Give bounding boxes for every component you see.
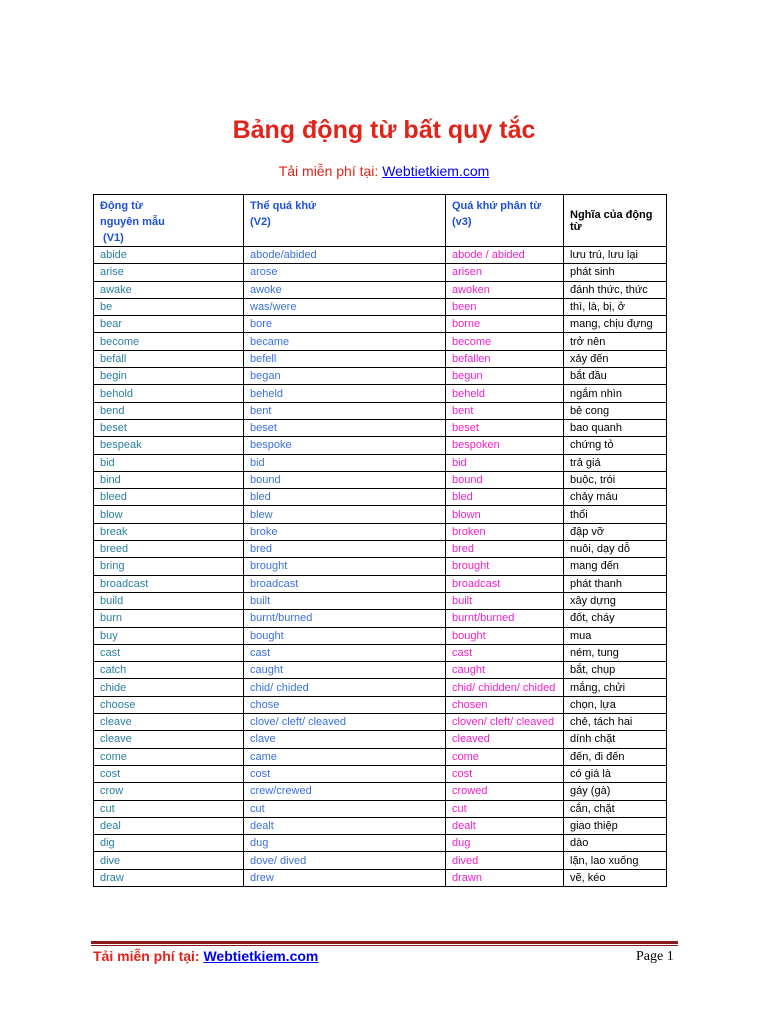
cell-v3: broken	[446, 523, 564, 540]
cell-v3: bled	[446, 489, 564, 506]
table-row	[94, 350, 667, 367]
table-row	[94, 731, 667, 748]
cell-v3: dug	[446, 835, 564, 852]
table-row	[94, 489, 667, 506]
cell-v2: caught	[244, 662, 446, 679]
table-row	[94, 610, 667, 627]
cell-meaning: thì, là, bị, ở	[564, 298, 667, 315]
cell-meaning: bẻ cong	[564, 402, 667, 419]
table-row	[94, 402, 667, 419]
cell-v3: begun	[446, 368, 564, 385]
table-row	[94, 333, 667, 350]
cell-v2: came	[244, 748, 446, 765]
cell-v1: cost	[94, 765, 244, 782]
cell-v1: choose	[94, 696, 244, 713]
cell-v1: behold	[94, 385, 244, 402]
header-v2-line: Thể quá khứ	[250, 200, 317, 212]
cell-v3: chid/ chidden/ chided	[446, 679, 564, 696]
footer-rule-thin	[91, 945, 678, 946]
table-row	[94, 852, 667, 869]
cell-v3: crowed	[446, 783, 564, 800]
header-v1	[94, 195, 244, 247]
cell-meaning: xây dựng	[564, 592, 667, 609]
table-row	[94, 541, 667, 558]
cell-v3: cast	[446, 644, 564, 661]
cell-v1: break	[94, 523, 244, 540]
cell-meaning: xảy đến	[564, 350, 667, 367]
table-row	[94, 523, 667, 540]
header-row	[94, 195, 667, 247]
cell-v2: cut	[244, 800, 446, 817]
table-row	[94, 454, 667, 471]
cell-v2: burnt/burned	[244, 610, 446, 627]
cell-v1: broadcast	[94, 575, 244, 592]
cell-v1: bring	[94, 558, 244, 575]
table-row	[94, 644, 667, 661]
cell-v2: crew/crewed	[244, 783, 446, 800]
cell-v2: abode/abided	[244, 247, 446, 264]
table-row	[94, 835, 667, 852]
cell-v1: arise	[94, 264, 244, 281]
cell-meaning: vẽ, kéo	[564, 869, 667, 886]
cell-meaning: phát thanh	[564, 575, 667, 592]
table-row	[94, 506, 667, 523]
table-row	[94, 281, 667, 298]
cell-v3: built	[446, 592, 564, 609]
cell-meaning: dính chặt	[564, 731, 667, 748]
cell-v2: befell	[244, 350, 446, 367]
cell-v1: bend	[94, 402, 244, 419]
cell-v2: cast	[244, 644, 446, 661]
cell-v1: come	[94, 748, 244, 765]
table-row	[94, 471, 667, 488]
header-v1-line: Động từ	[100, 200, 143, 212]
cell-meaning: mắng, chửi	[564, 679, 667, 696]
table-row	[94, 385, 667, 402]
cell-v2: beset	[244, 419, 446, 436]
subtitle-prefix: Tải miễn phí tại:	[278, 163, 383, 179]
cell-meaning: trả giá	[564, 454, 667, 471]
cell-meaning: ném, tung	[564, 644, 667, 661]
cell-meaning: cắn, chặt	[564, 800, 667, 817]
cell-v3: caught	[446, 662, 564, 679]
cell-v1: breed	[94, 541, 244, 558]
cell-v2: broke	[244, 523, 446, 540]
cell-meaning: đánh thức, thức	[564, 281, 667, 298]
cell-meaning: chứng tỏ	[564, 437, 667, 454]
cell-v2: was/were	[244, 298, 446, 315]
cell-meaning: đốt, cháy	[564, 610, 667, 627]
cell-v1: bleed	[94, 489, 244, 506]
cell-v2: built	[244, 592, 446, 609]
cell-v3: awoken	[446, 281, 564, 298]
cell-v2: beheld	[244, 385, 446, 402]
footer-rule	[91, 941, 678, 944]
header-v1-line: nguyên mẫu	[100, 216, 165, 228]
header-v2-line: (V2)	[250, 216, 271, 228]
cell-meaning: buộc, trói	[564, 471, 667, 488]
cell-v3: become	[446, 333, 564, 350]
cell-v3: cleaved	[446, 731, 564, 748]
cell-v3: burnt/burned	[446, 610, 564, 627]
cell-v1: bear	[94, 316, 244, 333]
cell-v2: began	[244, 368, 446, 385]
cell-v3: bred	[446, 541, 564, 558]
table-row	[94, 264, 667, 281]
table-row	[94, 679, 667, 696]
table-row	[94, 800, 667, 817]
table-row	[94, 765, 667, 782]
cell-v2: bought	[244, 627, 446, 644]
cell-v1: burn	[94, 610, 244, 627]
cell-v1: cast	[94, 644, 244, 661]
cell-v2: cost	[244, 765, 446, 782]
cell-v2: clove/ cleft/ cleaved	[244, 714, 446, 731]
cell-v3: brought	[446, 558, 564, 575]
cell-v1: catch	[94, 662, 244, 679]
verb-table	[93, 194, 667, 887]
cell-v3: cut	[446, 800, 564, 817]
cell-v1: dig	[94, 835, 244, 852]
footer-text	[93, 948, 318, 964]
cell-v2: bid	[244, 454, 446, 471]
cell-v2: drew	[244, 869, 446, 886]
table-row	[94, 558, 667, 575]
subtitle	[0, 163, 768, 179]
cell-v1: beset	[94, 419, 244, 436]
cell-v1: draw	[94, 869, 244, 886]
cell-meaning: nuôi, dạy dỗ	[564, 541, 667, 558]
cell-v2: broadcast	[244, 575, 446, 592]
table-row	[94, 662, 667, 679]
cell-v3: bent	[446, 402, 564, 419]
cell-v2: clave	[244, 731, 446, 748]
cell-meaning: trở nên	[564, 333, 667, 350]
cell-meaning: mua	[564, 627, 667, 644]
table-row	[94, 368, 667, 385]
cell-v3: bought	[446, 627, 564, 644]
cell-v3: bound	[446, 471, 564, 488]
header-v3-line: Quá khứ phân từ	[452, 200, 542, 212]
cell-meaning: có giá là	[564, 765, 667, 782]
cell-meaning: chọn, lựa	[564, 696, 667, 713]
cell-v2: bled	[244, 489, 446, 506]
cell-v3: befallen	[446, 350, 564, 367]
cell-meaning: đập vỡ	[564, 523, 667, 540]
page-number: Page 1	[636, 949, 674, 964]
cell-v1: become	[94, 333, 244, 350]
verb-rows	[94, 247, 667, 887]
cell-v3: blown	[446, 506, 564, 523]
cell-v2: bore	[244, 316, 446, 333]
cell-meaning: ngắm nhìn	[564, 385, 667, 402]
cell-v1: buy	[94, 627, 244, 644]
cell-meaning: bắt, chụp	[564, 662, 667, 679]
cell-v3: beset	[446, 419, 564, 436]
footer-prefix: Tải miễn phí tại:	[93, 948, 204, 964]
cell-v3: beheld	[446, 385, 564, 402]
cell-v1: build	[94, 592, 244, 609]
table-row	[94, 247, 667, 264]
cell-v1: dive	[94, 852, 244, 869]
cell-v1: be	[94, 298, 244, 315]
cell-meaning: bao quanh	[564, 419, 667, 436]
header-v1-line: (V1)	[100, 232, 124, 244]
cell-v2: dealt	[244, 817, 446, 834]
header-meaning-line: từ	[570, 220, 582, 233]
cell-meaning: lưu trú, lưu lại	[564, 247, 667, 264]
cell-v3: been	[446, 298, 564, 315]
cell-meaning: dào	[564, 835, 667, 852]
table-row	[94, 627, 667, 644]
cell-meaning: thổi	[564, 506, 667, 523]
cell-v1: bespeak	[94, 437, 244, 454]
table-row	[94, 696, 667, 713]
cell-meaning: gáy (gà)	[564, 783, 667, 800]
cell-v3: bid	[446, 454, 564, 471]
cell-meaning: mang, chịu đựng	[564, 316, 667, 333]
cell-v2: became	[244, 333, 446, 350]
table-row	[94, 575, 667, 592]
cell-v1: cleave	[94, 714, 244, 731]
table-row	[94, 419, 667, 436]
table-row	[94, 316, 667, 333]
cell-v3: borne	[446, 316, 564, 333]
footer-link[interactable]: Webtietkiem.com	[203, 948, 319, 964]
cell-meaning: phát sinh	[564, 264, 667, 281]
cell-v1: awake	[94, 281, 244, 298]
cell-meaning: chảy máu	[564, 489, 667, 506]
cell-v2: bound	[244, 471, 446, 488]
cell-v2: bespoke	[244, 437, 446, 454]
cell-v2: dug	[244, 835, 446, 852]
table-row	[94, 817, 667, 834]
table-row	[94, 592, 667, 609]
header-v3	[446, 195, 564, 247]
cell-v2: awoke	[244, 281, 446, 298]
cell-v3: dived	[446, 852, 564, 869]
page-title: Bảng động từ bất quy tắc	[232, 116, 536, 144]
table-row	[94, 869, 667, 886]
cell-meaning: bắt đầu	[564, 368, 667, 385]
cell-v1: cleave	[94, 731, 244, 748]
cell-v1: deal	[94, 817, 244, 834]
table-row	[94, 298, 667, 315]
cell-meaning: mang đến	[564, 558, 667, 575]
cell-v2: chose	[244, 696, 446, 713]
table-row	[94, 783, 667, 800]
cell-v3: arisen	[446, 264, 564, 281]
header-meaning	[564, 195, 667, 247]
cell-v1: bind	[94, 471, 244, 488]
cell-v3: abode / abided	[446, 247, 564, 264]
table-row	[94, 437, 667, 454]
cell-v2: bent	[244, 402, 446, 419]
cell-v1: crow	[94, 783, 244, 800]
cell-meaning: đến, đi đến	[564, 748, 667, 765]
cell-v3: dealt	[446, 817, 564, 834]
cell-v3: broadcast	[446, 575, 564, 592]
cell-v1: blow	[94, 506, 244, 523]
cell-v3: chosen	[446, 696, 564, 713]
cell-v1: cut	[94, 800, 244, 817]
cell-meaning: chẻ, tách hai	[564, 714, 667, 731]
cell-v3: come	[446, 748, 564, 765]
header-meaning-line: Nghĩa của động	[570, 208, 653, 221]
cell-v1: abide	[94, 247, 244, 264]
cell-v1: befall	[94, 350, 244, 367]
cell-v2: blew	[244, 506, 446, 523]
cell-v2: brought	[244, 558, 446, 575]
cell-v3: bespoken	[446, 437, 564, 454]
cell-meaning: giao thiệp	[564, 817, 667, 834]
cell-v1: chide	[94, 679, 244, 696]
table-row	[94, 748, 667, 765]
cell-v1: bid	[94, 454, 244, 471]
cell-v2: arose	[244, 264, 446, 281]
cell-v2: bred	[244, 541, 446, 558]
table-row	[94, 714, 667, 731]
cell-v2: dove/ dived	[244, 852, 446, 869]
header-v3-line: (v3)	[452, 216, 472, 228]
cell-meaning: lặn, lao xuống	[564, 852, 667, 869]
cell-v3: cost	[446, 765, 564, 782]
header-v2	[244, 195, 446, 247]
cell-v3: cloven/ cleft/ cleaved	[446, 714, 564, 731]
subtitle-link[interactable]: Webtietkiem.com	[382, 163, 490, 179]
cell-v2: chid/ chided	[244, 679, 446, 696]
cell-v3: drawn	[446, 869, 564, 886]
cell-v1: begin	[94, 368, 244, 385]
